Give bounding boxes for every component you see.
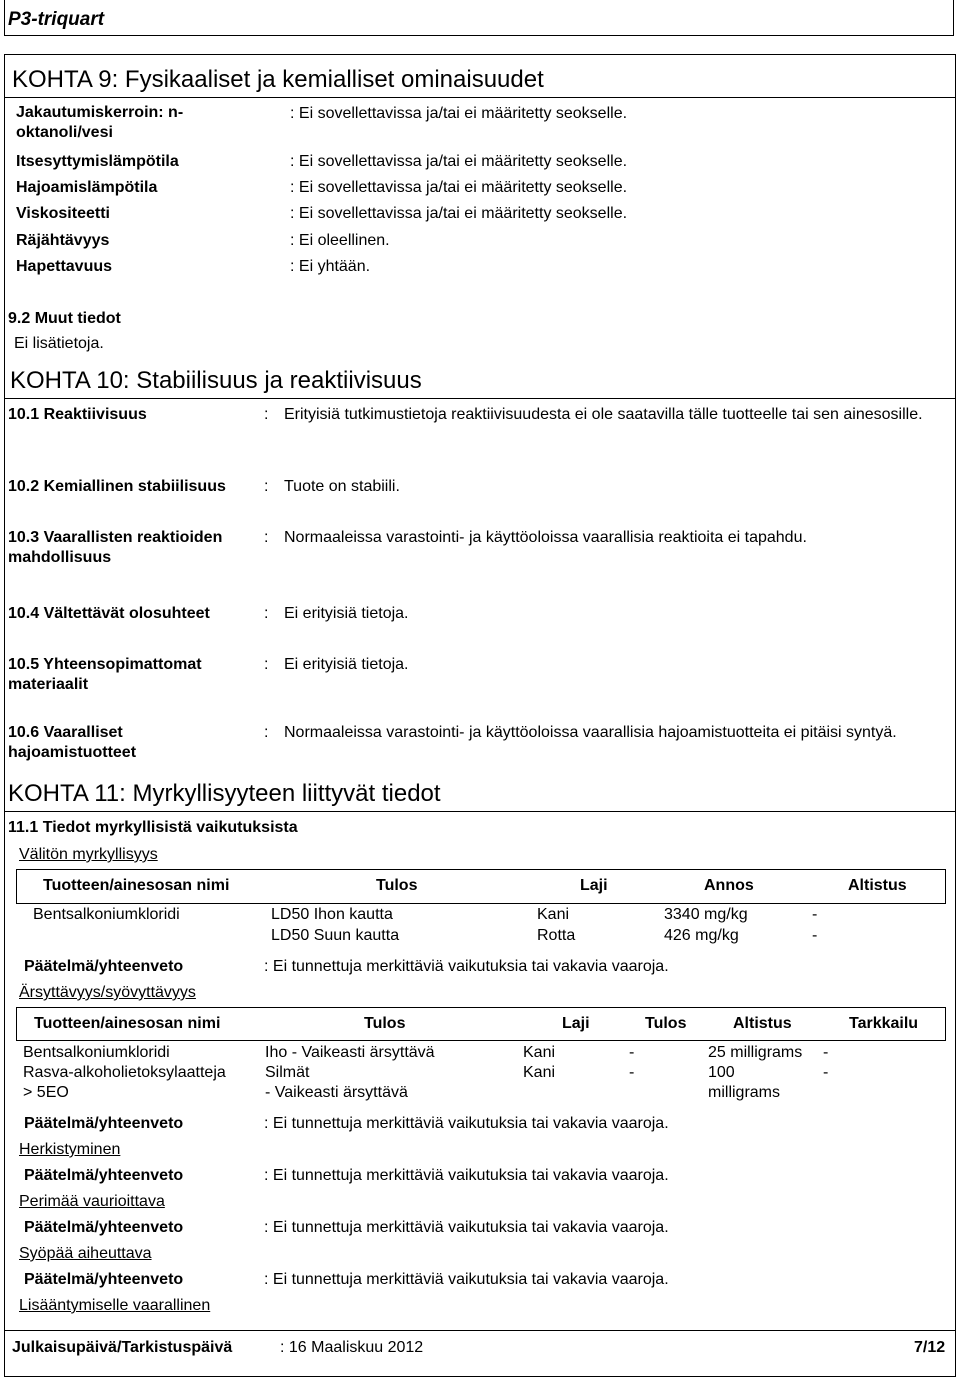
reactivity-value: Erityisiä tutkimustietoja reaktiivisuudesta ei ole saatavilla tälle tuotteelle tai sen ainesosille. — [284, 406, 923, 423]
prop-value-partition: : Ei sovellettavissa ja/tai ei määritetty seokselle. — [290, 105, 628, 122]
section9-title: KOHTA 9: Fysikaaliset ja kemialliset ominaisuudet — [12, 66, 544, 93]
irritation-observation-2: - — [823, 1064, 829, 1081]
acute-col-species: Laji — [580, 877, 608, 894]
section10-divider — [5, 398, 955, 399]
conditions-avoid-label: 10.4 Vältettävät olosuhteet — [8, 605, 210, 622]
acute-col-result: Tulos — [376, 877, 418, 894]
irritation-score-1: - — [629, 1044, 635, 1061]
carcinogenicity-conclusion-value: : Ei tunnettuja merkittäviä vaikutuksia tai vakavia vaaroja. — [264, 1271, 669, 1288]
irritation-col-score: Tulos — [645, 1015, 687, 1032]
acute-toxicity-heading: Välitön myrkyllisyys — [19, 846, 158, 863]
irritation-result-2: Silmät — [265, 1064, 310, 1081]
acute-row-dose-2: 426 mg/kg — [664, 927, 739, 944]
prop-label-oxidizing: Hapettavuus — [16, 258, 113, 275]
carcinogenicity-conclusion-label: Päätelmä/yhteenveto — [24, 1271, 184, 1288]
section92-title: 9.2 Muut tiedot — [8, 310, 121, 327]
reactivity-label: 10.1 Reaktiivisuus — [8, 406, 147, 423]
sensitisation-conclusion-value: : Ei tunnettuja merkittäviä vaikutuksia tai vakavia vaaroja. — [264, 1167, 669, 1184]
mutagenicity-conclusion-value: : Ei tunnettuja merkittäviä vaikutuksia tai vakavia vaaroja. — [264, 1219, 669, 1236]
product-name: P3-triquart — [8, 9, 105, 30]
sensitisation-conclusion-label: Päätelmä/yhteenveto — [24, 1167, 184, 1184]
prop-label-autoignition: Itsesyttymislämpötila — [16, 153, 179, 170]
section92-text: Ei lisätietoja. — [14, 335, 104, 352]
stability-colon: : — [264, 478, 269, 495]
conditions-avoid-colon: : — [264, 605, 269, 622]
reactivity-colon: : — [264, 406, 269, 423]
irritation-col-species: Laji — [562, 1015, 590, 1032]
reproductive-toxicity-heading: Lisääntymiselle vaarallinen — [19, 1297, 211, 1314]
acute-row-result-2: LD50 Suun kautta — [271, 927, 400, 944]
hazardous-reactions-label: 10.3 Vaarallisten reaktioiden mahdollisuus — [8, 529, 223, 566]
irritation-score-2: - — [629, 1064, 635, 1081]
decomposition-products-label: 10.6 Vaaralliset hajoamistuotteet — [8, 724, 137, 761]
irritation-name-2: Rasva-alkoholietoksylaatteja — [23, 1064, 226, 1081]
irritation-col-name: Tuotteen/ainesosan nimi — [34, 1015, 221, 1032]
header-box — [4, 0, 954, 36]
carcinogenicity-heading: Syöpää aiheuttava — [19, 1245, 152, 1262]
irritation-col-observation: Tarkkailu — [849, 1015, 919, 1032]
footer-page-number: 7/12 — [914, 1339, 946, 1356]
irritation-observation-1: - — [823, 1044, 829, 1061]
irritation-exposure-2: 100 — [708, 1064, 735, 1081]
stability-label: 10.2 Kemiallinen stabiilisuus — [8, 478, 226, 495]
stability-value: Tuote on stabiili. — [284, 478, 400, 495]
irritation-name-3: > 5EO — [23, 1084, 69, 1101]
section11-divider — [5, 811, 955, 812]
acute-row-result-1: LD50 Ihon kautta — [271, 906, 393, 923]
prop-value-explosive: : Ei oleellinen. — [290, 232, 390, 249]
prop-label-viscosity: Viskositeetti — [16, 205, 110, 222]
decomposition-products-value: Normaaleissa varastointi- ja käyttöoloissa vaarallisia hajoamistuotteita ei pitäisi syntyä. — [284, 724, 897, 741]
decomposition-products-colon: : — [264, 724, 269, 741]
prop-value-decomposition: : Ei sovellettavissa ja/tai ei määritetty seokselle. — [290, 179, 628, 196]
hazardous-reactions-colon: : — [264, 529, 269, 546]
prop-value-oxidizing: : Ei yhtään. — [290, 258, 371, 275]
section111-title: 11.1 Tiedot myrkyllisistä vaikutuksista — [8, 819, 298, 836]
acute-col-name: Tuotteen/ainesosan nimi — [43, 877, 230, 894]
prop-label-decomposition: Hajoamislämpötila — [16, 179, 158, 196]
acute-row-species-2: Rotta — [537, 927, 576, 944]
acute-row-exposure-2: - — [812, 927, 818, 944]
prop-label-explosive: Räjähtävyys — [16, 232, 110, 249]
footer-date-value: : 16 Maaliskuu 2012 — [280, 1339, 424, 1356]
irritation-species-1: Kani — [523, 1044, 556, 1061]
irritation-col-result: Tulos — [364, 1015, 406, 1032]
incompatible-colon: : — [264, 656, 269, 673]
irritation-species-2: Kani — [523, 1064, 556, 1081]
incompatible-value: Ei erityisiä tietoja. — [284, 656, 409, 673]
prop-value-autoignition: : Ei sovellettavissa ja/tai ei määritetty seokselle. — [290, 153, 628, 170]
acute-conclusion-value: : Ei tunnettuja merkittäviä vaikutuksia tai vakavia vaaroja. — [264, 958, 669, 975]
hazardous-reactions-value: Normaaleissa varastointi- ja käyttöoloissa vaarallisia reaktioita ei tapahdu. — [284, 529, 807, 546]
acute-col-exposure: Altistus — [848, 877, 907, 894]
prop-label-partition: Jakautumiskerroin: n-oktanoli/vesi — [16, 104, 184, 141]
prop-value-viscosity: : Ei sovellettavissa ja/tai ei määritetty seokselle. — [290, 205, 628, 222]
section11-title: KOHTA 11: Myrkyllisyyteen liittyvät tiedot — [8, 780, 441, 807]
acute-col-dose: Annos — [704, 877, 754, 894]
section9-divider — [5, 97, 955, 98]
mutagenicity-conclusion-label: Päätelmä/yhteenveto — [24, 1219, 184, 1236]
mutagenicity-heading: Perimää vaurioittava — [19, 1193, 165, 1210]
acute-row-species-1: Kani — [537, 906, 570, 923]
acute-row-exposure-1: - — [812, 906, 818, 923]
irritation-conclusion-label: Päätelmä/yhteenveto — [24, 1115, 184, 1132]
irritation-name-1: Bentsalkoniumkloridi — [23, 1044, 170, 1061]
acute-row-dose-1: 3340 mg/kg — [664, 906, 748, 923]
section10-title: KOHTA 10: Stabiilisuus ja reaktiivisuus — [10, 367, 422, 394]
irritation-conclusion-value: : Ei tunnettuja merkittäviä vaikutuksia tai vakavia vaaroja. — [264, 1115, 669, 1132]
irritation-col-exposure: Altistus — [733, 1015, 792, 1032]
footer-divider — [5, 1330, 955, 1331]
irritation-exposure-1: 25 milligrams — [708, 1044, 803, 1061]
irritation-result-1: Iho - Vaikeasti ärsyttävä — [265, 1044, 435, 1061]
sensitisation-heading: Herkistyminen — [19, 1141, 121, 1158]
irritation-heading: Ärsyttävyys/syövyttävyys — [19, 984, 196, 1001]
acute-row-name: Bentsalkoniumkloridi — [33, 906, 180, 923]
conditions-avoid-value: Ei erityisiä tietoja. — [284, 605, 409, 622]
footer-date-label: Julkaisupäivä/Tarkistuspäivä — [12, 1339, 233, 1356]
incompatible-label: 10.5 Yhteensopimattomat materiaalit — [8, 656, 202, 693]
irritation-result-3: - Vaikeasti ärsyttävä — [265, 1084, 408, 1101]
acute-conclusion-label: Päätelmä/yhteenveto — [24, 958, 184, 975]
irritation-exposure-3: milligrams — [708, 1084, 780, 1101]
